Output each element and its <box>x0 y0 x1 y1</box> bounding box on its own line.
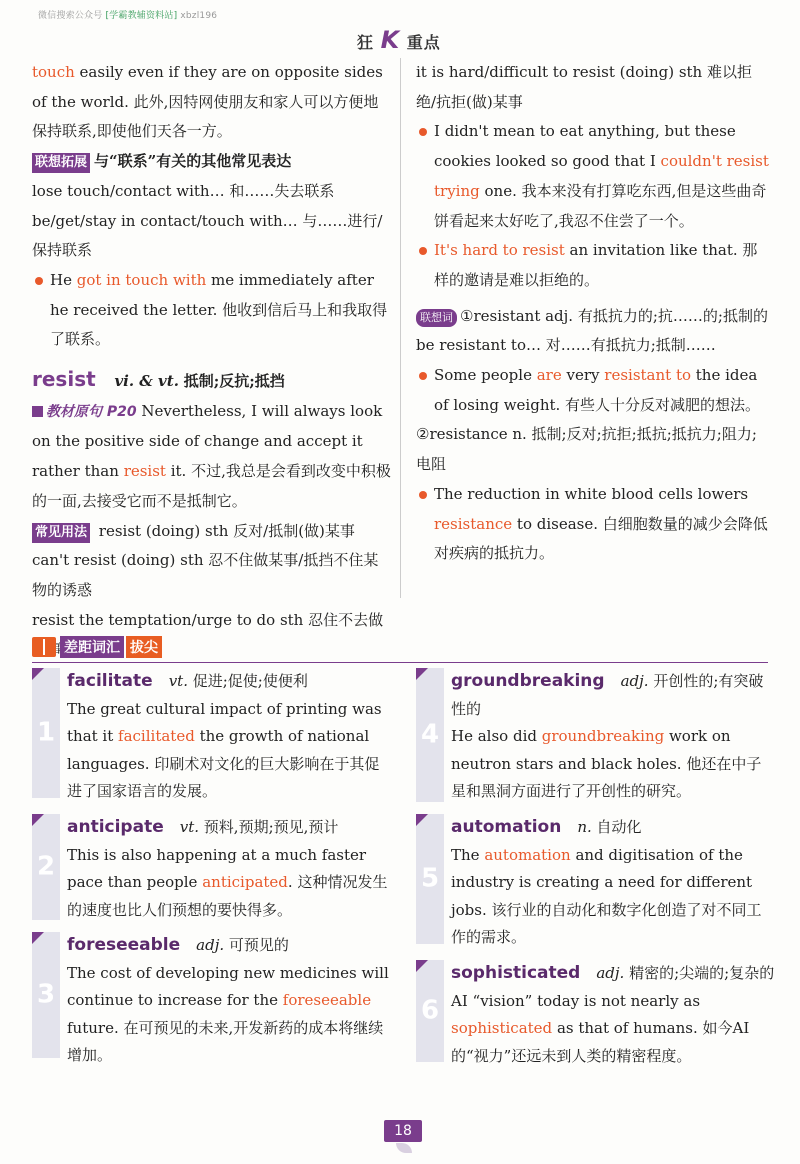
ex-text: Some people <box>434 366 537 385</box>
card-number-bar <box>416 814 444 944</box>
section-title-main: 差距词汇 <box>60 636 124 658</box>
paragraph-text: easily even if they are on opposite sides of the world. 此外,因特网使朋友和家人可以方便地保持联系,即使他们天各一方。 <box>32 63 383 141</box>
book-icon <box>32 637 56 657</box>
left-column <box>32 58 392 665</box>
associated-word-1 <box>416 302 770 332</box>
vocab-card-1 <box>32 668 392 802</box>
card-number: 3 <box>36 979 56 1010</box>
card-example <box>67 696 392 806</box>
card-meaning: 自动化 <box>596 818 642 836</box>
tag-row-usage <box>32 517 392 547</box>
phrase-line: be resistant to… 对……有抵抗力;抵制…… <box>416 336 716 355</box>
vocab-card-6 <box>416 960 776 1066</box>
card-headword-row <box>451 668 776 723</box>
example-sentence <box>416 236 770 295</box>
card-body <box>451 960 776 1070</box>
ex-text: I didn't mean to eat anything, but these cookies looked so good that I <box>434 122 736 171</box>
header-watermark <box>38 8 217 21</box>
card-number-bar <box>32 668 60 798</box>
example-sentence <box>416 117 770 236</box>
brand-k-logo: K <box>380 26 401 54</box>
ex-text: future. 在可预见的未来,开发新药的成本将继续增加。 <box>67 1018 384 1064</box>
hl-word: facilitated <box>118 727 195 745</box>
card-meaning: 预料,预期;预见,预计 <box>203 818 339 836</box>
ex-text: AI “vision” today is not nearly as <box>451 991 701 1010</box>
card-headword: foreseeable <box>67 935 181 955</box>
hl-word: automation <box>484 845 571 864</box>
hl-word: are <box>536 366 562 385</box>
ex-text: very <box>561 366 605 385</box>
source-sentence <box>32 397 392 517</box>
tag-usage: 常见用法 <box>32 523 90 543</box>
assoc-text: ①resistant adj. 有抵抗力的;抗……的;抵制的 <box>460 306 768 325</box>
associated-word-2: ②resistance n. 抵制;反对;抗拒;抵抗;抵抗力;阻力;电阻 <box>416 425 757 474</box>
ex-text: The cost of developing new medicines will continue to increase for the <box>67 963 389 1009</box>
tag-associated-words: 联想词 <box>416 309 457 327</box>
card-number-bar <box>32 932 60 1058</box>
hl-word: It's hard to resist <box>434 241 565 260</box>
ex-text: an invitation like that. 那样的邀请是难以拒绝的。 <box>434 241 758 289</box>
ex-text: as that of humans. 如今AI的“视力”还远未到人类的精密程度。 <box>451 1019 750 1065</box>
book-icon <box>32 406 43 417</box>
hl-word: resistant to <box>604 366 692 385</box>
card-pos: n. <box>577 818 592 836</box>
src-text: it. 不过,我总是会看到改变中积极的一面,去接受它而不是抵制它。 <box>32 462 391 510</box>
card-body <box>67 932 392 1070</box>
card-body <box>451 668 776 806</box>
card-body <box>67 668 392 806</box>
vocab-card-2 <box>32 814 392 924</box>
phrase-line: lose touch/contact with… 和……失去联系 <box>32 181 335 200</box>
tag-text: 与“联系”有关的其他常见表达 <box>94 152 292 171</box>
ex-text: He also did <box>451 727 542 745</box>
hl-word: foreseeable <box>282 991 372 1009</box>
vocab-card-5 <box>416 814 776 948</box>
card-example <box>67 842 392 925</box>
ex-text: the idea of losing weight. 有些人十分反对减肥的想法。 <box>434 366 761 414</box>
card-pos: adj. <box>596 964 625 982</box>
column-divider <box>400 58 401 598</box>
ex-text: The reduction in white blood cells lowers <box>434 484 749 503</box>
part-of-speech: vi. & vt. <box>114 372 179 391</box>
watermark-id: xbzl196 <box>180 11 218 21</box>
ex-text: This is also happening at a much faster pace than people <box>67 845 367 891</box>
card-number-bar <box>416 668 444 802</box>
ex-text: work on neutron stars and black holes. 他还在中子星和黑洞方面进行了开创性的研究。 <box>451 727 762 800</box>
card-body <box>67 814 392 924</box>
card-headword: groundbreaking <box>451 671 605 691</box>
brand-left: 狂 <box>357 33 375 52</box>
card-meaning: 精密的;尖端的;复杂的 <box>629 964 775 982</box>
ex-text: to disease. 白细胞数量的减少会降低对疾病的抵抗力。 <box>434 514 768 563</box>
phrase-line: it is hard/difficult to resist (doing) sth 难以拒绝/抗拒(做)某事 <box>416 63 752 111</box>
ex-text: me immediately after he received the letter. 他收到信后马上和我取得了联系。 <box>50 270 388 349</box>
hl-word: touch <box>32 63 75 81</box>
ex-text: the growth of national languages. 印刷术对文化的巨大影响在于其促进了国家语言的发展。 <box>67 727 380 800</box>
phrase-line: resist the temptation/urge to do sth 忍住不去做 <box>32 610 384 629</box>
headword-meaning: 抵制;反抗;抵挡 <box>183 372 285 391</box>
card-body <box>451 814 776 952</box>
ex-text: The great cultural impact of printing was that it <box>67 699 382 745</box>
tag-association: 联想拓展 <box>32 153 90 173</box>
phrase-line: be/get/stay in contact/touch with… 与……进行/保持联系 <box>32 211 383 260</box>
card-headword-row <box>451 814 776 842</box>
card-meaning: 促进;促使;使便利 <box>192 672 308 690</box>
card-headword-row <box>67 668 392 696</box>
ex-text: and digitisation of the industry is creating a need for different jobs. 该行业的自动化和数字化创造了对不同工作的需求。 <box>451 845 762 946</box>
headword-row <box>32 365 392 397</box>
card-headword: sophisticated <box>451 963 581 983</box>
vocab-card-4 <box>416 668 776 806</box>
card-number: 2 <box>36 851 56 882</box>
card-number: 6 <box>420 995 440 1026</box>
tag-text: resist (doing) sth 反对/抵制(做)某事 <box>94 521 355 540</box>
card-pos: adj. <box>196 936 225 954</box>
card-headword-row <box>451 960 776 988</box>
page-brand <box>357 26 441 54</box>
card-pos: vt. <box>179 818 200 836</box>
card-number-bar <box>416 960 444 1062</box>
hl-word: sophisticated <box>451 1019 553 1037</box>
hl-word: resist <box>123 462 166 481</box>
card-number: 1 <box>36 717 56 748</box>
example-sentence <box>416 361 770 420</box>
intro-paragraph <box>32 58 392 147</box>
leaf-icon <box>396 1143 412 1153</box>
card-meaning: 可预见的 <box>228 936 289 954</box>
watermark-text: 微信搜索公众号 <box>38 11 103 21</box>
right-column <box>416 58 770 569</box>
card-example <box>67 960 392 1070</box>
card-headword: facilitate <box>67 671 153 691</box>
card-headword-row <box>67 814 392 842</box>
example-sentence <box>416 480 770 569</box>
watermark-site: [学霸教辅资料站] <box>105 11 178 21</box>
phrase-line: can't resist (doing) sth 忍不住做某事/抵挡不住某物的诱惑 <box>32 551 379 599</box>
card-example <box>451 723 776 806</box>
example-sentence <box>32 266 392 355</box>
hl-word: couldn't resist trying <box>434 152 769 200</box>
section-title-badge: 拔尖 <box>126 636 162 658</box>
card-headword: automation <box>451 817 562 837</box>
card-number: 4 <box>420 719 440 750</box>
card-pos: vt. <box>168 672 188 690</box>
vocab-section-title <box>32 636 162 658</box>
headword-resist: resist <box>32 367 96 392</box>
hl-word: anticipated <box>202 873 288 891</box>
card-headword-row <box>67 932 392 960</box>
card-number-bar <box>32 814 60 920</box>
card-meaning: 开创性的;有突破性的 <box>451 672 764 718</box>
card-example <box>451 842 776 952</box>
card-headword: anticipate <box>67 817 164 837</box>
src-text: Nevertheless, I will always look on the positive side of change and accept it rather than <box>32 401 383 481</box>
source-label: 教材原句 P20 <box>46 403 137 420</box>
vocab-card-3 <box>32 932 392 1062</box>
hl-word: resistance <box>434 514 513 533</box>
ex-text: . 这种情况发生的速度也比人们预想的要快得多。 <box>67 873 388 919</box>
ex-text: The <box>451 845 485 864</box>
hl-word: groundbreaking <box>541 727 665 745</box>
ex-text: one. 我本来没有打算吃东西,但是这些曲奇饼看起来太好吃了,我忍不住尝了一个。 <box>434 181 767 230</box>
hl-word: got in touch with <box>76 270 207 289</box>
section-divider <box>32 662 768 663</box>
tag-row-association <box>32 147 392 177</box>
ex-text: He <box>50 270 77 289</box>
brand-right: 重点 <box>406 33 441 52</box>
card-pos: adj. <box>620 672 649 690</box>
card-example <box>451 988 776 1071</box>
card-number: 5 <box>420 863 440 894</box>
page-number: 18 <box>384 1120 422 1142</box>
